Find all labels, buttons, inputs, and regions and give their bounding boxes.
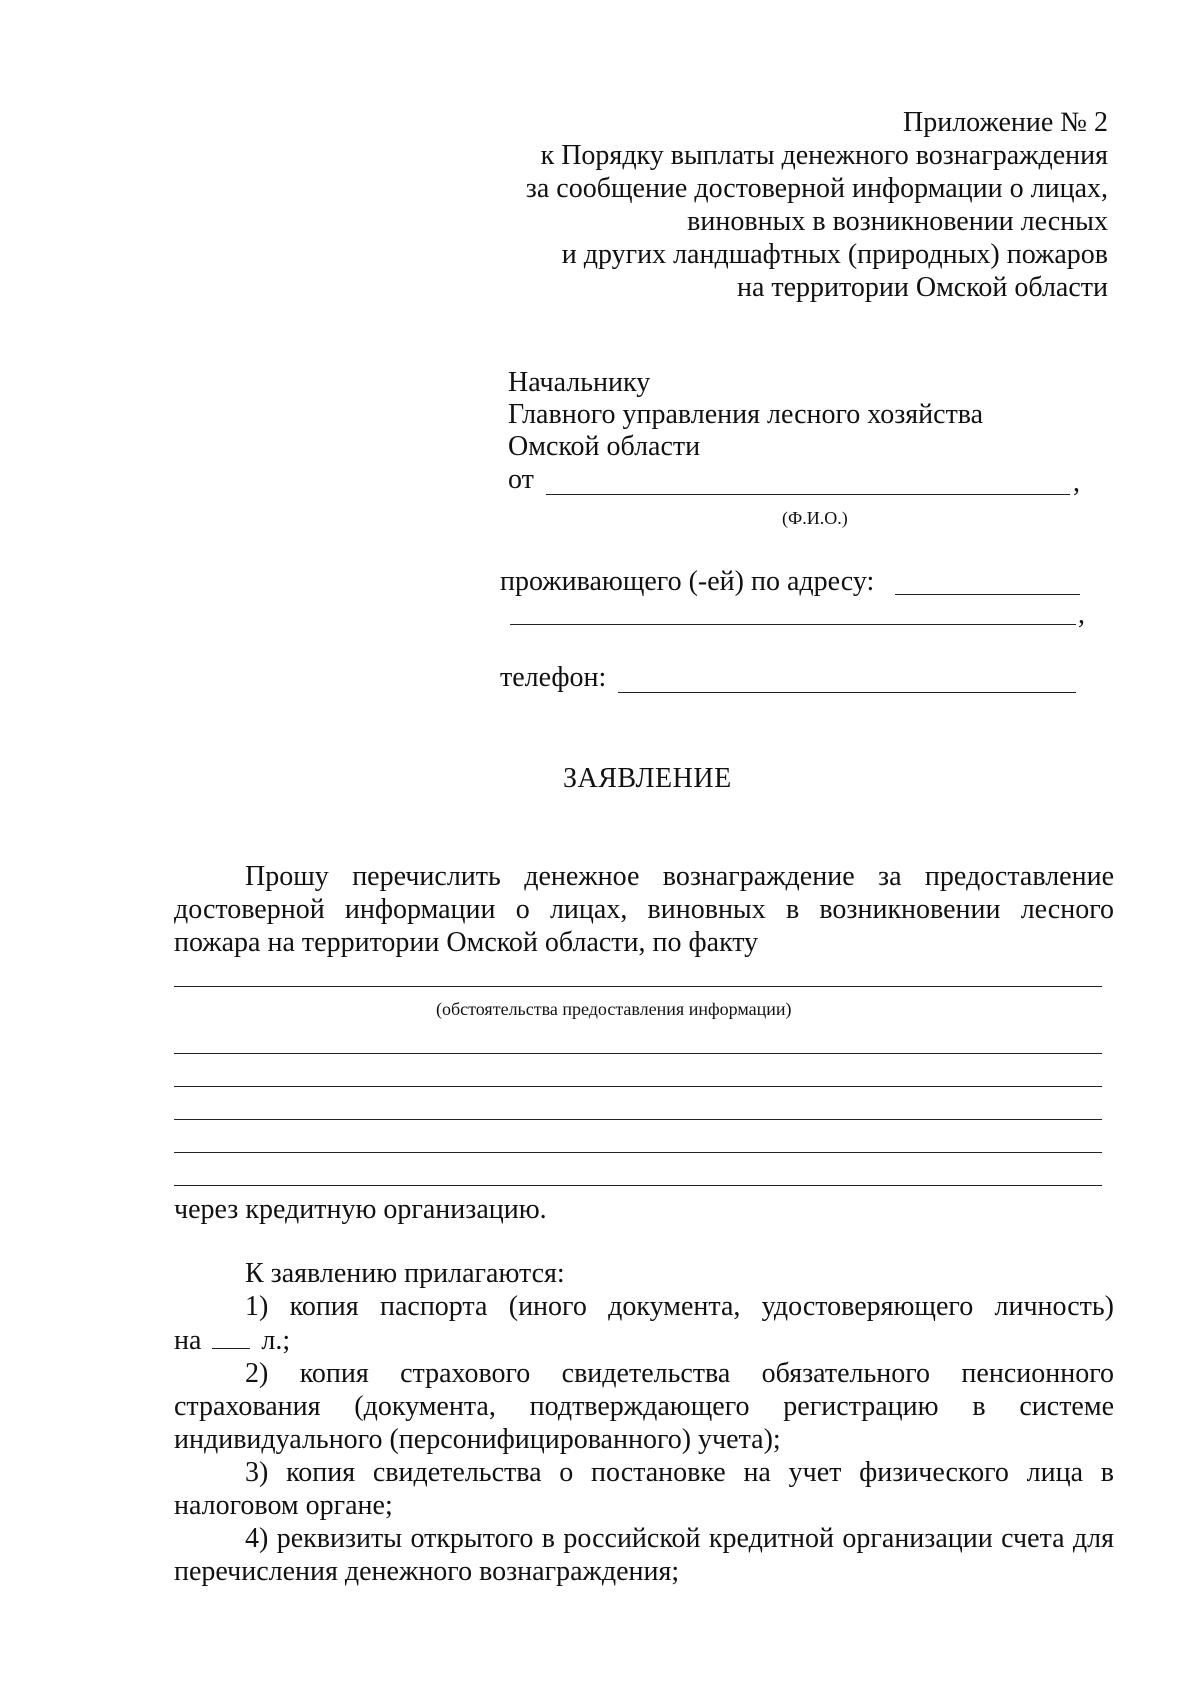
pages-count-field[interactable]: [212, 1324, 250, 1349]
attachment-item-4: перечисления денежного вознаграждения;: [174, 1556, 680, 1587]
attachment-item-2: 2) копия страхового свидетельства обязательного пенсионного: [245, 1358, 1114, 1389]
attachment-item-2: страхования (документа, подтверждающего регистрацию в системе: [174, 1391, 1114, 1422]
phone-field[interactable]: [618, 692, 1076, 693]
attachment-item-4: 4) реквизиты открытого в российской кредитной организации счета для: [245, 1523, 1114, 1554]
address-field-2[interactable]: [510, 624, 1076, 625]
attachment-item-3: 3) копия свидетельства о постановке на учет физического лица в: [245, 1457, 1114, 1488]
circumstances-line[interactable]: [174, 1119, 1102, 1120]
circumstances-line[interactable]: [174, 1152, 1102, 1153]
attachments-intro: К заявлению прилагаются:: [245, 1258, 565, 1289]
body-line: Прошу перечислить денежное вознаграждение за предоставление: [245, 861, 1114, 892]
body-line: пожара на территории Омской области, по факту: [174, 927, 759, 958]
circumstances-line[interactable]: [174, 1185, 1102, 1186]
addressee-line: Омской области: [508, 431, 701, 462]
address-comma: ,: [1078, 599, 1085, 630]
circumstances-line[interactable]: [174, 1086, 1102, 1087]
from-label: от: [508, 464, 534, 495]
body-line: достоверной информации о лицах, виновных в возникновении лесного: [174, 894, 1114, 925]
document-title: ЗАЯВЛЕНИЕ: [563, 763, 732, 794]
circumstances-hint: (обстоятельства предоставления информации): [436, 999, 792, 1019]
addressee-line: Начальнику: [508, 367, 651, 398]
via-bank-text: через кредитную организацию.: [174, 1194, 547, 1225]
annex-line: за сообщение достоверной информации о лицах,: [525, 173, 1108, 204]
pages-suffix: л.;: [261, 1325, 291, 1356]
pages-prefix: на: [174, 1325, 202, 1356]
address-label: проживающего (-ей) по адресу:: [500, 566, 875, 597]
addressee-line: Главного управления лесного хозяйства: [508, 399, 984, 430]
phone-label: телефон:: [500, 662, 607, 693]
attachment-item-1-pages: [174, 1324, 290, 1358]
circumstances-field[interactable]: [174, 986, 1102, 987]
annex-line: на территории Омской области: [736, 272, 1108, 303]
annex-line: к Порядку выплаты денежного вознаграждения: [540, 140, 1108, 171]
fio-field[interactable]: [546, 494, 1070, 495]
annex-line: виновных в возникновении лесных: [687, 206, 1108, 237]
address-field[interactable]: [895, 594, 1080, 595]
circumstances-line[interactable]: [174, 1053, 1102, 1054]
fio-comma: ,: [1073, 467, 1080, 498]
annex-number: Приложение № 2: [903, 107, 1108, 138]
annex-line: и других ландшафтных (природных) пожаров: [561, 239, 1108, 270]
attachment-item-2: индивидуального (персонифицированного) учета);: [174, 1424, 781, 1455]
attachment-item-1: 1) копия паспорта (иного документа, удостоверяющего личность): [245, 1291, 1114, 1322]
fio-hint: (Ф.И.О.): [782, 508, 848, 528]
attachment-item-3: налоговом органе;: [174, 1490, 393, 1521]
